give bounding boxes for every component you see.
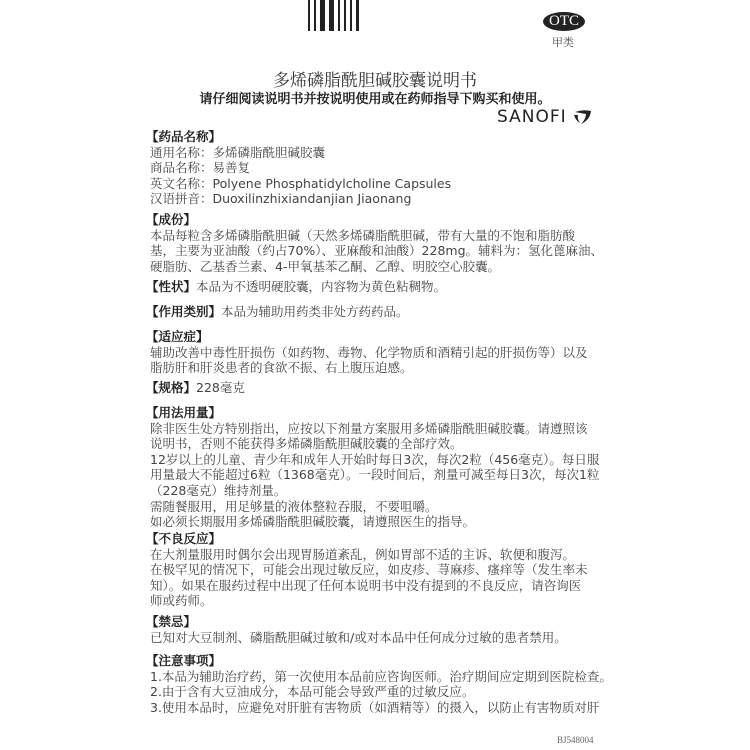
- section: [146, 405, 599, 530]
- section-line: 英文名称：Polyene Phosphatidylcholine Capsules: [150, 175, 452, 191]
- section-line: 辅助改善中毒性肝损伤（如药物、毒物、化学物质和酒精引起的肝损伤等）以及: [150, 344, 588, 360]
- section: [146, 212, 603, 274]
- document-title: 多烯磷脂酰胆碱胶囊说明书: [273, 71, 477, 91]
- section-line: 硬脂肪、乙基香兰素、4-甲氧基苯乙酮、乙醇、明胶空心胶囊。: [150, 258, 500, 274]
- section-line: 知）。如果在服药过程中出现了任何本说明书中没有提到的不良反应，请咨询医: [150, 577, 582, 593]
- section-heading: 【性状】: [146, 279, 197, 294]
- brand-name: SANOFI: [497, 107, 567, 127]
- section-line: 说明书，否则不能获得多烯磷脂酰胆碱胶囊的全部疗效。: [150, 436, 463, 452]
- section-line: 3.使用本品时，应避免对肝脏有害物质（如酒精等）的摄入，以防止有害物质对肝: [150, 699, 600, 715]
- section-text: 228毫克: [196, 380, 245, 395]
- section: [146, 380, 245, 396]
- section-line: 用量最大不能超过6粒（1368毫克）。一段时间后，剂量可减至每日3次，每次1粒: [150, 467, 600, 483]
- sanofi-bird-icon: [573, 108, 593, 126]
- section-line: 汉语拼音：Duoxilinzhixiandanjian Jiaonang: [150, 191, 412, 207]
- section-heading: 【注意事项】: [146, 653, 222, 668]
- section-line: 1.本品为辅助治疗药，第一次使用本品前应咨询医师。治疗期间应定期到医院检查。: [150, 668, 612, 684]
- section-line: 师或药师。: [150, 593, 213, 609]
- document-code: BJ548004: [557, 735, 594, 745]
- section: [146, 614, 567, 645]
- section-line: 如必须长期服用多烯磷脂酰胆碱胶囊，请遵照医生的指导。: [150, 514, 476, 530]
- section-text: 本品为辅助用药类非处方药药品。: [221, 304, 409, 319]
- section: [146, 531, 588, 609]
- otc-badge: OTC: [543, 12, 585, 31]
- section-line: 本品每粒含多烯磷脂酰胆碱（天然多烯磷脂酰胆碱，带有大量的不饱和脂肪酸: [150, 227, 576, 243]
- section-line: （228毫克）维持剂量。: [150, 482, 287, 498]
- section-line: 12岁以上的儿童、青少年和成年人开始时每日3次，每次2粒（456毫克）。每日服: [150, 451, 600, 467]
- section: [146, 329, 588, 376]
- section-line: 通用名称：多烯磷脂酰胆碱胶囊: [150, 144, 326, 160]
- section-heading: 【不良反应】: [146, 531, 222, 546]
- section-heading: 【禁忌】: [146, 614, 197, 629]
- section-text: 本品为不透明硬胶囊，内容物为黄色粘稠物。: [196, 279, 447, 294]
- section-heading: 【成份】: [146, 212, 197, 227]
- section-heading: 【用法用量】: [146, 405, 222, 420]
- section-line: 已知对大豆制剂、磷脂酰胆碱过敏和/或对本品中任何成分过敏的患者禁用。: [150, 629, 567, 645]
- section-line: 在大剂量服用时偶尔会出现胃肠道紊乱，例如胃部不适的主诉、软便和腹泻。: [150, 546, 576, 562]
- section-line: 在极罕见的情况下，可能会出现过敏反应，如皮疹、荨麻疹、瘙痒等（发生率未: [150, 562, 588, 578]
- section-heading: 【作用类别】: [146, 304, 222, 319]
- otc-class-label: 甲类: [552, 36, 574, 49]
- section-heading: 【规格】: [146, 380, 197, 395]
- section-line: 需随餐服用，用足够量的液体整粒吞服，不要咀嚼。: [150, 498, 438, 514]
- brand-logo: [497, 107, 593, 127]
- section-line: 2.由于含有大豆油成分，本品可能会导致严重的过敏反应。: [150, 684, 475, 700]
- section: [146, 279, 446, 295]
- barcode: [308, 0, 363, 31]
- document-subtitle: 请仔细阅读说明书并按说明使用或在药师指导下购买和使用。: [199, 92, 551, 107]
- section-line: 除非医生处方特别指出，应按以下剂量方案服用多烯磷脂酰胆碱胶囊。请遵照该: [150, 420, 588, 436]
- section-line: 基，主要为亚油酸（约占70%）、亚麻酸和油酸）228mg。辅料为：氢化蓖麻油、: [150, 243, 604, 259]
- section-heading: 【适应症】: [146, 329, 209, 344]
- section-line: 脂肪肝和肝炎患者的食欲不振、右上腹压迫感。: [150, 360, 413, 376]
- section: [146, 653, 612, 715]
- section: [146, 304, 409, 320]
- section-line: 商品名称：易善复: [150, 160, 251, 176]
- section-heading: 【药品名称】: [146, 129, 222, 144]
- section: [146, 129, 451, 207]
